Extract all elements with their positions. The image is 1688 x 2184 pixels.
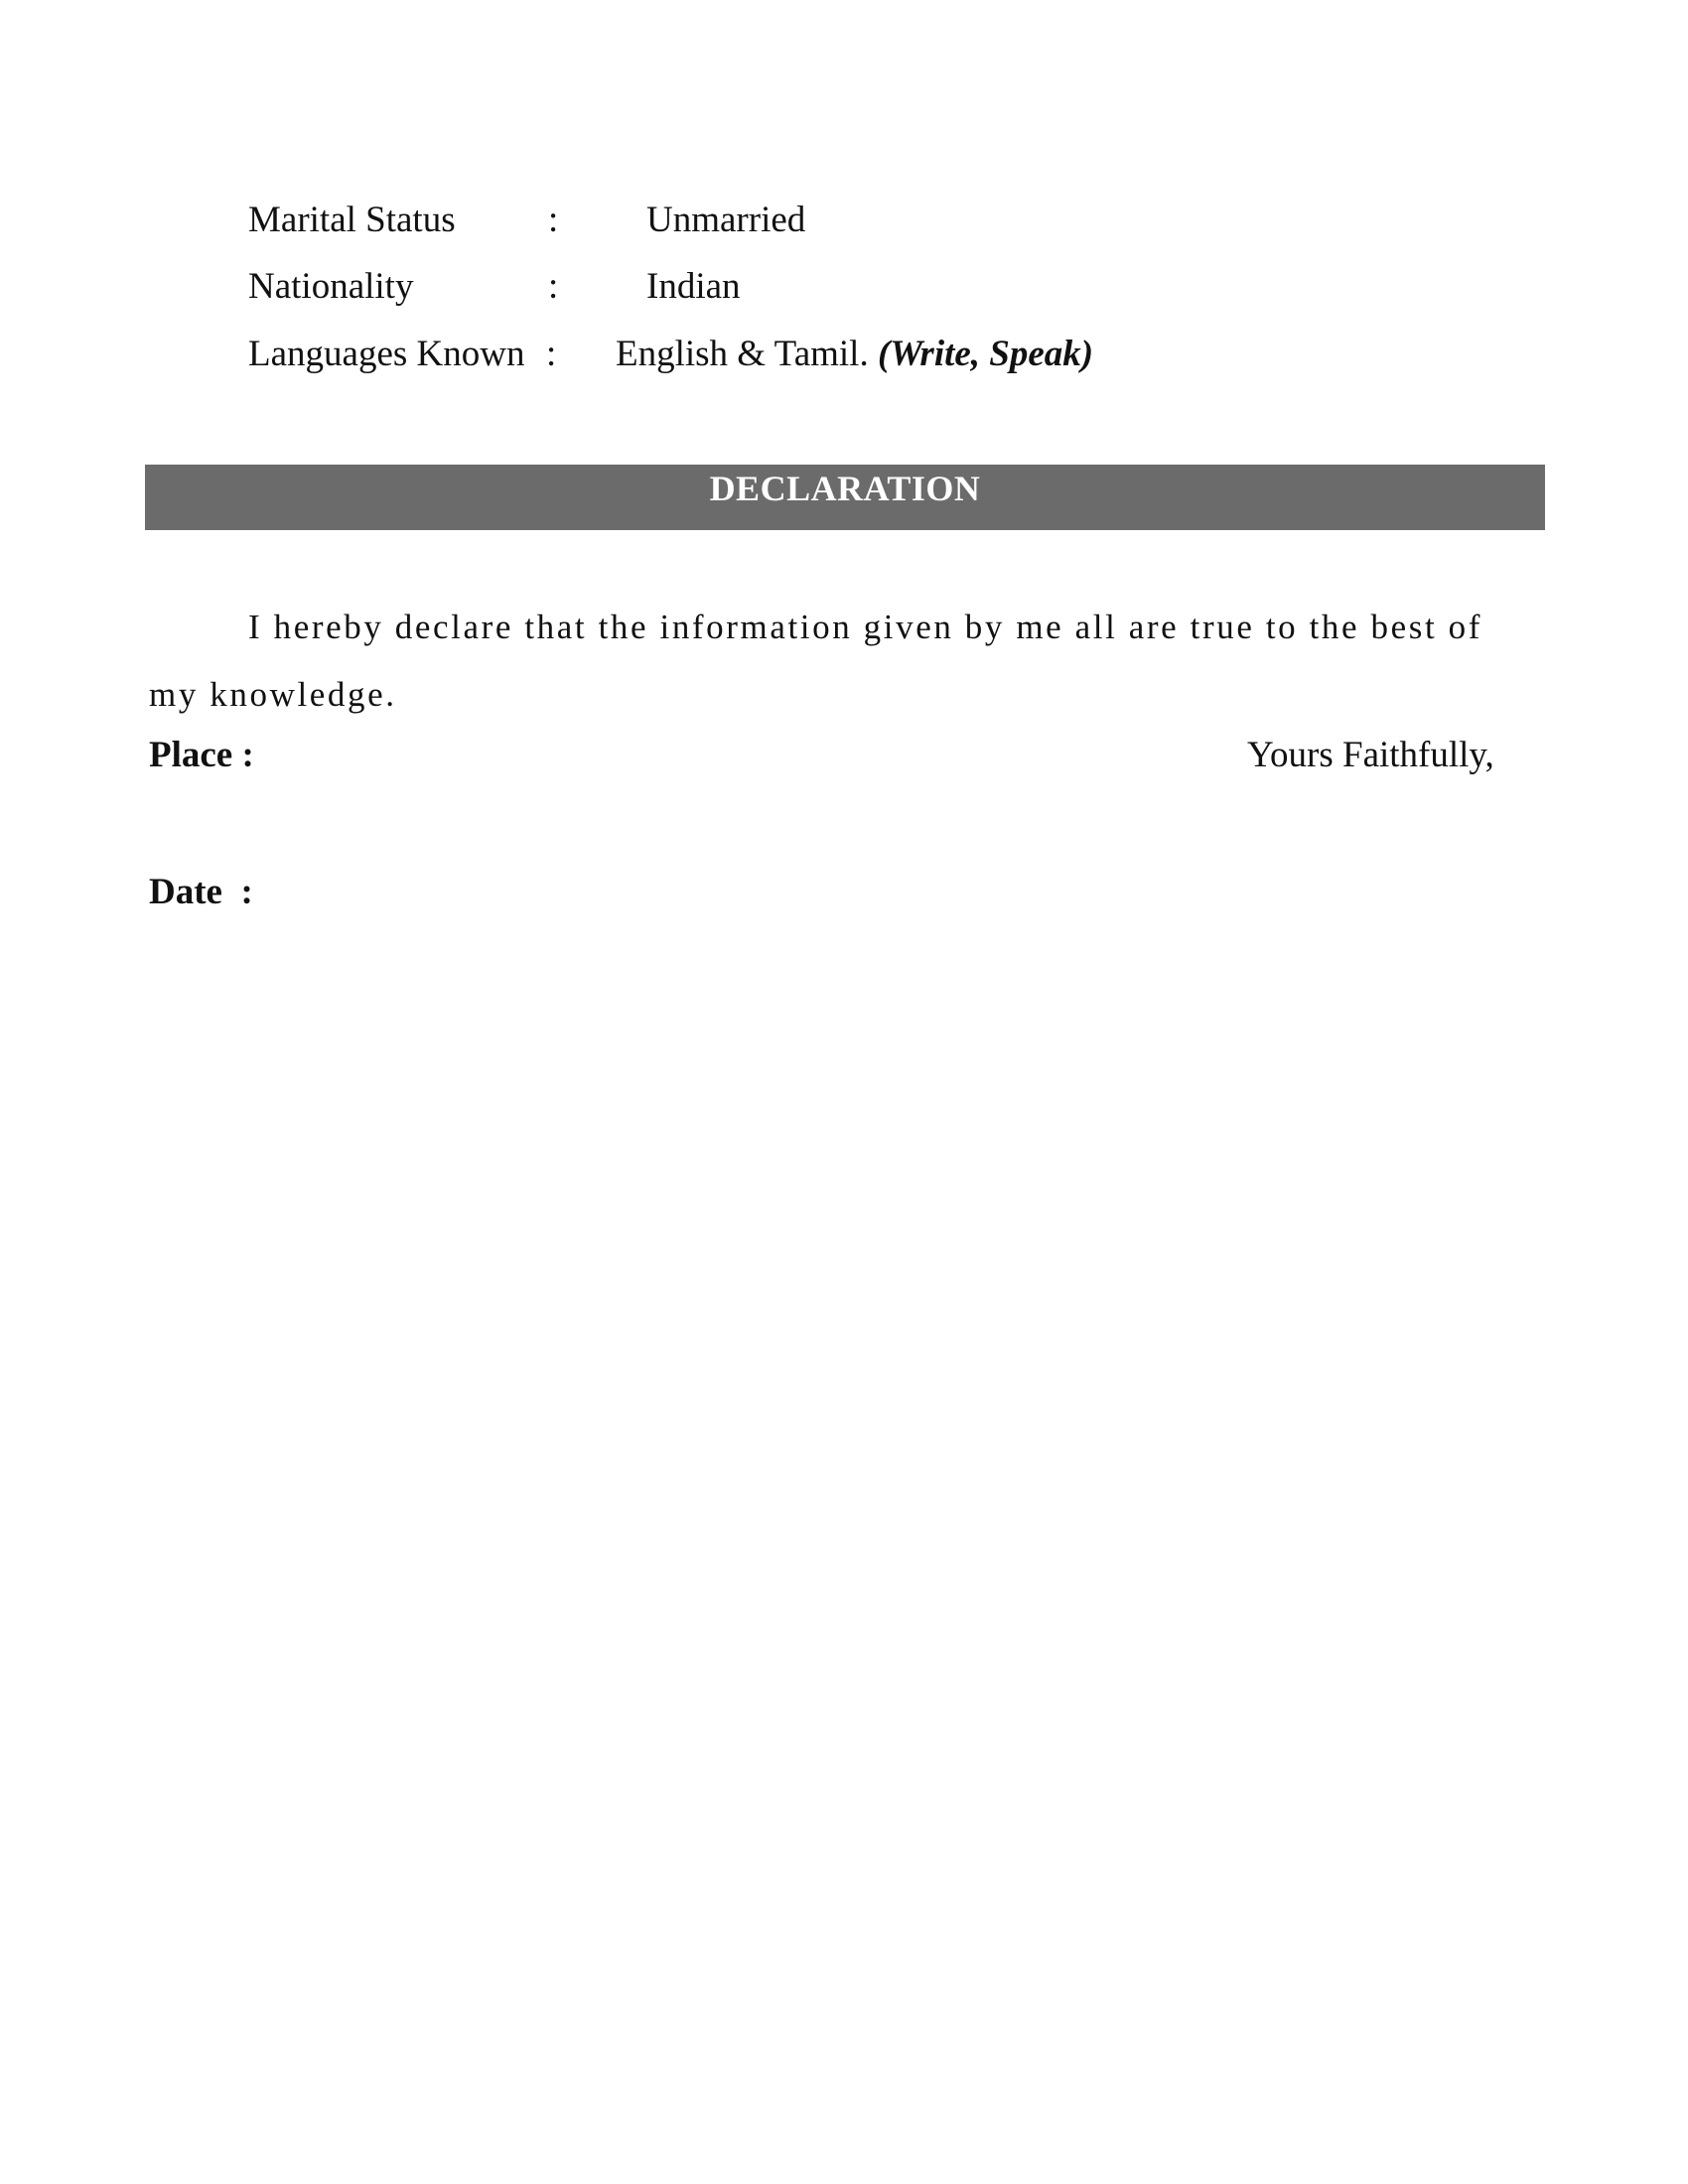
detail-label: Languages Known [248,334,525,374]
section-header-band [145,465,1545,530]
place-label: Place : [149,735,254,775]
closing-salutation: Yours Faithfully, [1247,735,1494,775]
detail-value-wrapper [616,331,1093,378]
detail-value: English & Tamil. [616,334,869,374]
declaration-paragraph: I hereby declare that the information given by me all are true to the best of my knowledge. [149,608,1482,714]
date-label: Date : [149,872,253,912]
detail-value: Unmarried [646,200,806,240]
detail-label: Marital Status [248,200,456,240]
detail-separator: : [546,334,557,374]
section-title: DECLARATION [709,469,981,508]
detail-separator: : [548,266,559,307]
detail-label: Nationality [248,266,414,307]
language-skills-note: (Write, Speak) [877,334,1094,374]
detail-separator: : [548,200,559,240]
detail-value: Indian [646,266,741,307]
